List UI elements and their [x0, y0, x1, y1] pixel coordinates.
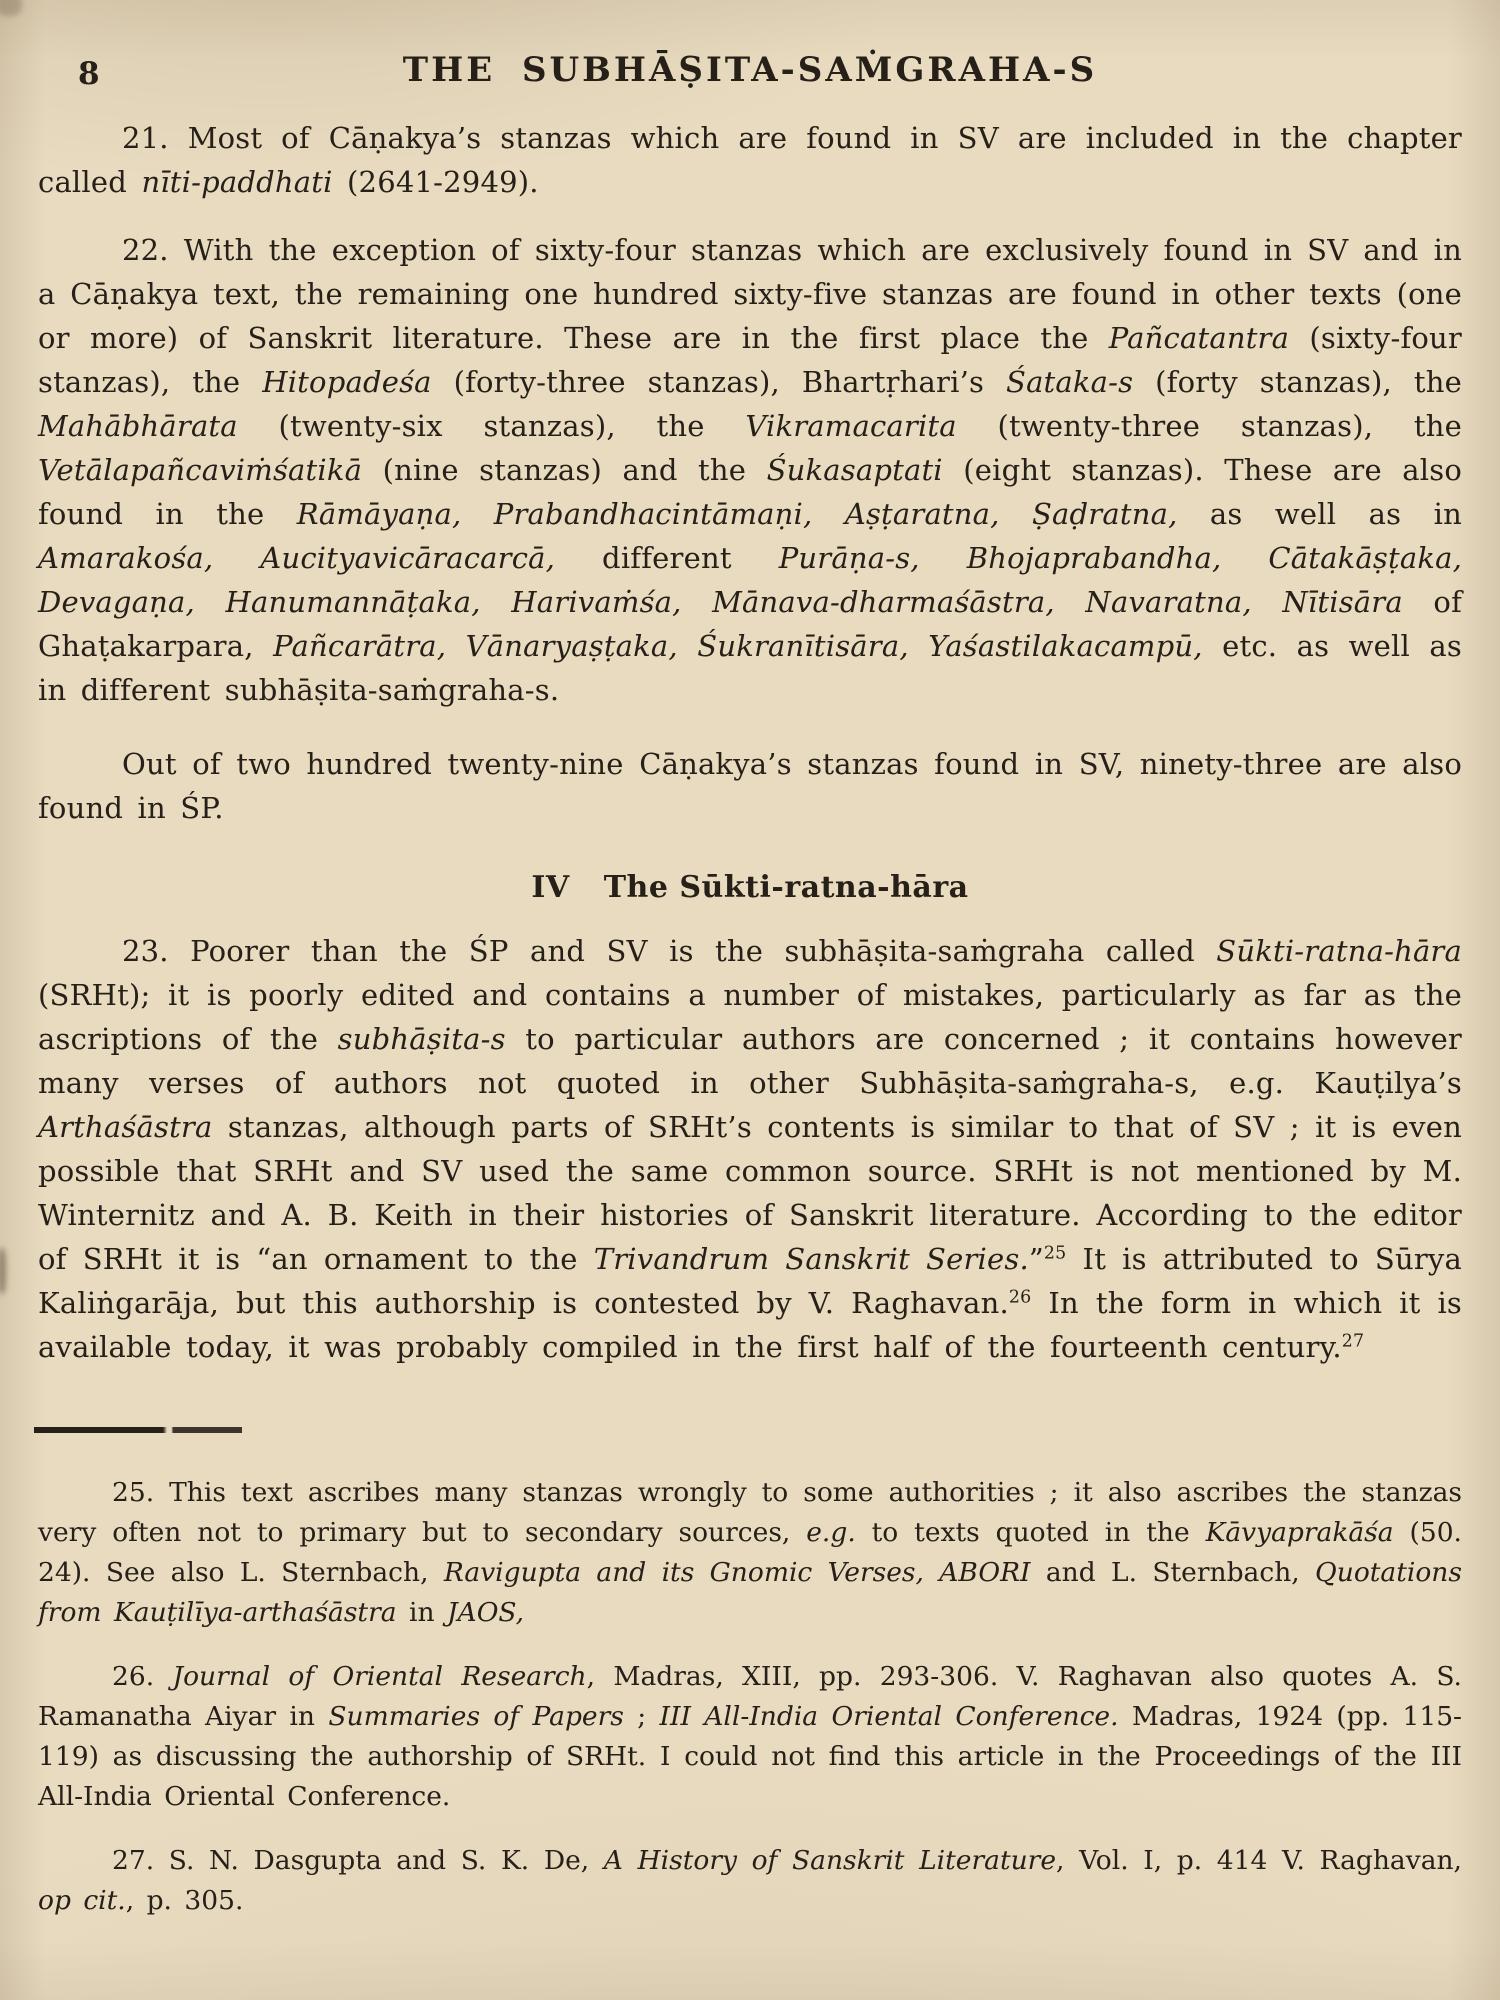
footnote-separator [34, 1427, 242, 1433]
paragraph-22: 22. With the exception of sixty-four stanzas which are exclusively found in SV and in a Cāṇakya text, the remaining one hundred sixty-five stanzas are found in other texts (one or more) of Sanskrit literature. These are in the first place the Pañcatantra (sixty-four stanzas), the Hitopadeśa (forty-three stanzas), Bhartṛhari’s Śataka-s (forty stanzas), the Mahābhārata (twenty-six stanzas), the Vikramacarita (twenty-three stanzas), the Vetālapañcaviṁśatikā (nine stanzas) and the Śukasaptati (eight stanzas). These are also found in the Rāmāyaṇa, Prabandhacintāmaṇi, Aṣṭaratna, Ṣaḍratna, as well as in Amarakośa, Aucityavicāracarcā, different Purāṇa-s, Bhojaprabandha, Cātakāṣṭaka, Devagaṇa, Hanumannāṭaka, Harivaṁśa, Mānava-dharmaśāstra, Navaratna, Nītisāra of Ghaṭakarpara, Pañcarātra, Vānaryaṣṭaka, Śukranītisāra, Yaśastilakacampū, etc. as well as in different subhāṣita-saṁgraha-s. [38, 233, 1463, 707]
section-heading [38, 870, 1462, 905]
page-header [38, 46, 1462, 102]
footnote-27: 27. S. N. Dasgupta and S. K. De, A History of Sanskrit Literature, Vol. I, p. 414 V. Raghavan, op cit., p. 305. [38, 1845, 1462, 1916]
page-number: 8 [78, 56, 100, 92]
footnote-26: 26. Journal of Oriental Research, Madras, XIII, pp. 293-306. V. Raghavan also quotes A. S. Ramanatha Aiyar in Summaries of Papers ; III All-India Oriental Conference. Madras, 1924 (pp. 115-119) as discussing the authorship of SRHt. I could not find this article in the Proceedings of the III All-India Oriental Conference. [38, 1661, 1463, 1812]
paragraph-23: 23. Poorer than the ŚP and SV is the subhāṣita-saṁgraha called Sūkti-ratna-hāra (SRHt); it is poorly edited and contains a number of mistakes, particularly as far as the ascriptions of the subhāṣita-s to particular authors are concerned ; it contains however many verses of authors not quoted in other Subhāṣita-saṁgraha-s, e.g. Kauṭilya’s Arthaśāstra stanzas, although parts of SRHt’s contents is similar to that of SV ; it is even possible that SRHt and SV used the same common source. SRHt is not mentioned by M. Winternitz and A. B. Keith in their histories of Sanskrit literature. According to the editor of SRHt it is “an ornament to the Trivandrum Sanskrit Series.”$^{25}$ It is attributed to Sūrya Kaliṅgarāja, but this authorship is contested by V. Raghavan.$^{26}$ In the form in which it is available today, it was probably compiled in the first half of the fourteenth century.$^{27}$ [38, 934, 1463, 1364]
footnote-25: 25. This text ascribes many stanzas wrongly to some authorities ; it also ascribes the stanzas very often not to primary but to secondary sources, e.g. to texts quoted in the Kāvyaprakāśa (50. 24). See also L. Sternbach, Ravigupta and its Gnomic Verses, ABORI and L. Sternbach, Quotations from Kauṭilīya-arthaśāstra in JAOS, [38, 1477, 1462, 1628]
section-number: IV [531, 870, 570, 905]
page-title: THE SUBHĀṢITA-SAṀGRAHA-S [402, 50, 1098, 90]
page-corner-smudge [0, 0, 22, 16]
page-edge-smudge [0, 1248, 6, 1294]
section-title: The Sūkti-ratna-hāra [603, 870, 969, 905]
paragraph-sv-sp-summary: Out of two hundred twenty-nine Cāṇakya’s stanzas found in SV, ninety-three are also found in ŚP. [38, 747, 1462, 825]
paragraph-21: 21. Most of Cāṇakya’s stanzas which are found in SV are included in the chapter called nīti-paddhati (2641-2949). [38, 121, 1462, 199]
